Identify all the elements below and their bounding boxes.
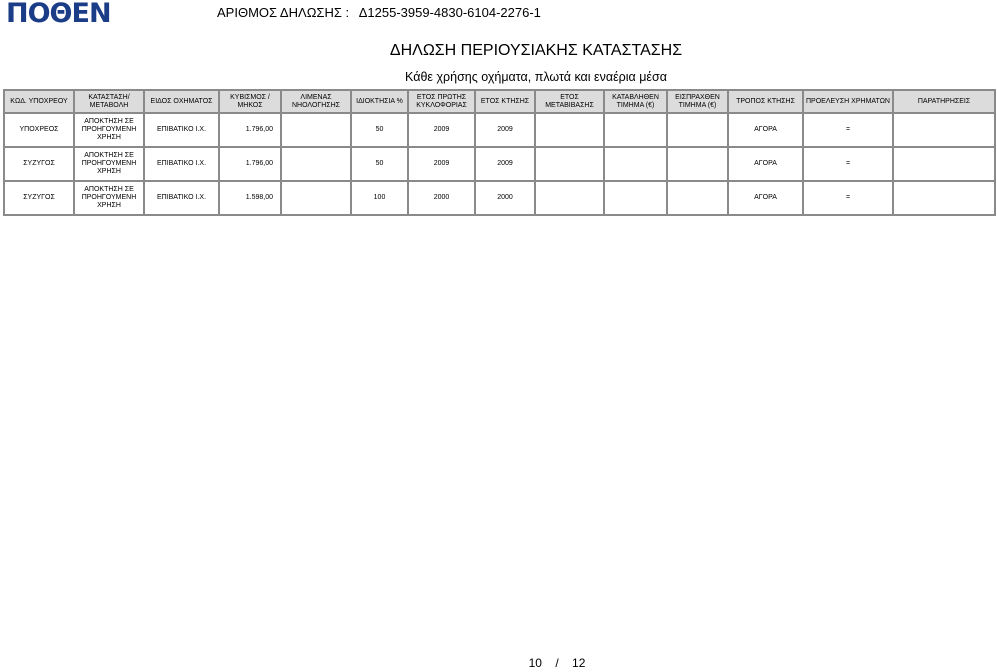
cell-transfer-year [535, 113, 604, 147]
cell-remarks [893, 181, 995, 215]
cell-price-received [667, 181, 728, 215]
table-row [4, 147, 995, 181]
page-title: ΔΗΛΩΣΗ ΠΕΡΙΟΥΣΙΑΚΗΣ ΚΑΤΑΣΤΑΣΗΣ [389, 42, 683, 59]
cell-status: ΑΠΟΚΤΗΣΗ ΣΕ ΠΡΟΗΓΟΥΜΕΝΗ ΧΡΗΣΗ [74, 113, 144, 147]
cell-price-received [667, 113, 728, 147]
vehicles-table [3, 89, 996, 216]
cell-ownership: 100 [351, 181, 408, 215]
cell-money-origin: = [803, 181, 893, 215]
table-row [4, 113, 995, 147]
pothen-logo: ΠΟΘΕΝ [6, 0, 111, 29]
col-header-status: ΚΑΤΑΣΤΑΣΗ/ ΜΕΤΑΒΟΛΗ [74, 90, 144, 113]
cell-first-circulation-year: 2000 [408, 181, 475, 215]
cell-price-received [667, 147, 728, 181]
cell-vehicle-type: ΕΠΙΒΑΤΙΚΟ Ι.Χ. [144, 181, 219, 215]
col-header-transfer-year: ΕΤΟΣ ΜΕΤΑΒΙΒΑΣΗΣ [535, 90, 604, 113]
cell-acquisition-year: 2009 [475, 147, 535, 181]
cell-transfer-year [535, 147, 604, 181]
cell-money-origin: = [803, 147, 893, 181]
col-header-price-received: ΕΙΣΠΡΑΧΘΕΝ ΤΙΜΗΜΑ (€) [667, 90, 728, 113]
cell-first-circulation-year: 2009 [408, 113, 475, 147]
col-header-first-circulation-year: ΕΤΟΣ ΠΡΩΤΗΣ ΚΥΚΛΟΦΟΡΙΑΣ [408, 90, 475, 113]
cell-obligor-code: ΣΥΖΥΓΟΣ [4, 147, 74, 181]
cell-displacement: 1.796,00 [219, 113, 281, 147]
col-header-registry-port: ΛΙΜΕΝΑΣ ΝΗΟΛΟΓΗΣΗΣ [281, 90, 351, 113]
total-pages: 12 [572, 656, 586, 670]
cell-registry-port [281, 181, 351, 215]
col-header-price-paid: ΚΑΤΑΒΛΗΘΕΝ ΤΙΜΗΜΑ (€) [604, 90, 667, 113]
declaration-number: Δ1255-3959-4830-6104-2276-1 [358, 5, 541, 20]
page-separator: / [555, 656, 559, 670]
cell-transfer-year [535, 181, 604, 215]
col-header-vehicle-type: ΕΙΔΟΣ ΟΧΗΜΑΤΟΣ [144, 90, 219, 113]
cell-vehicle-type: ΕΠΙΒΑΤΙΚΟ Ι.Χ. [144, 113, 219, 147]
declaration-number-line [217, 5, 541, 20]
col-header-obligor-code: ΚΩΔ. ΥΠΟΧΡΕΟΥ [4, 90, 74, 113]
cell-remarks [893, 113, 995, 147]
col-header-acquisition-method: ΤΡΟΠΟΣ ΚΤΗΣΗΣ [728, 90, 803, 113]
cell-status: ΑΠΟΚΤΗΣΗ ΣΕ ΠΡΟΗΓΟΥΜΕΝΗ ΧΡΗΣΗ [74, 147, 144, 181]
cell-obligor-code: ΥΠΟΧΡΕΟΣ [4, 113, 74, 147]
cell-obligor-code: ΣΥΖΥΓΟΣ [4, 181, 74, 215]
cell-acquisition-year: 2000 [475, 181, 535, 215]
cell-ownership: 50 [351, 113, 408, 147]
cell-displacement: 1.598,00 [219, 181, 281, 215]
cell-price-paid [604, 113, 667, 147]
col-header-money-origin: ΠΡΟΕΛΕΥΣΗ ΧΡΗΜΑΤΩΝ [803, 90, 893, 113]
cell-price-paid [604, 181, 667, 215]
cell-registry-port [281, 113, 351, 147]
table-header-row [4, 90, 995, 113]
cell-displacement: 1.796,00 [219, 147, 281, 181]
cell-acquisition-method: ΑΓΟΡΑ [728, 113, 803, 147]
col-header-acquisition-year: ΕΤΟΣ ΚΤΗΣΗΣ [475, 90, 535, 113]
cell-remarks [893, 147, 995, 181]
page-number [0, 656, 997, 670]
current-page: 10 [528, 656, 542, 670]
cell-status: ΑΠΟΚΤΗΣΗ ΣΕ ΠΡΟΗΓΟΥΜΕΝΗ ΧΡΗΣΗ [74, 181, 144, 215]
cell-money-origin: = [803, 113, 893, 147]
table-row [4, 181, 995, 215]
cell-acquisition-method: ΑΓΟΡΑ [728, 147, 803, 181]
col-header-displacement: ΚΥΒΙΣΜΟΣ / ΜΗΚΟΣ [219, 90, 281, 113]
col-header-remarks: ΠΑΡΑΤΗΡΗΣΕΙΣ [893, 90, 995, 113]
cell-first-circulation-year: 2009 [408, 147, 475, 181]
page-subtitle: Κάθε χρήσης οχήματα, πλωτά και εναέρια μέσα [405, 70, 667, 84]
cell-acquisition-method: ΑΓΟΡΑ [728, 181, 803, 215]
cell-vehicle-type: ΕΠΙΒΑΤΙΚΟ Ι.Χ. [144, 147, 219, 181]
cell-ownership: 50 [351, 147, 408, 181]
col-header-ownership: ΙΔΙΟΚΤΗΣΙΑ % [351, 90, 408, 113]
declaration-number-label: ΑΡΙΘΜΟΣ ΔΗΛΩΣΗΣ : [217, 5, 350, 20]
cell-acquisition-year: 2009 [475, 113, 535, 147]
cell-price-paid [604, 147, 667, 181]
cell-registry-port [281, 147, 351, 181]
